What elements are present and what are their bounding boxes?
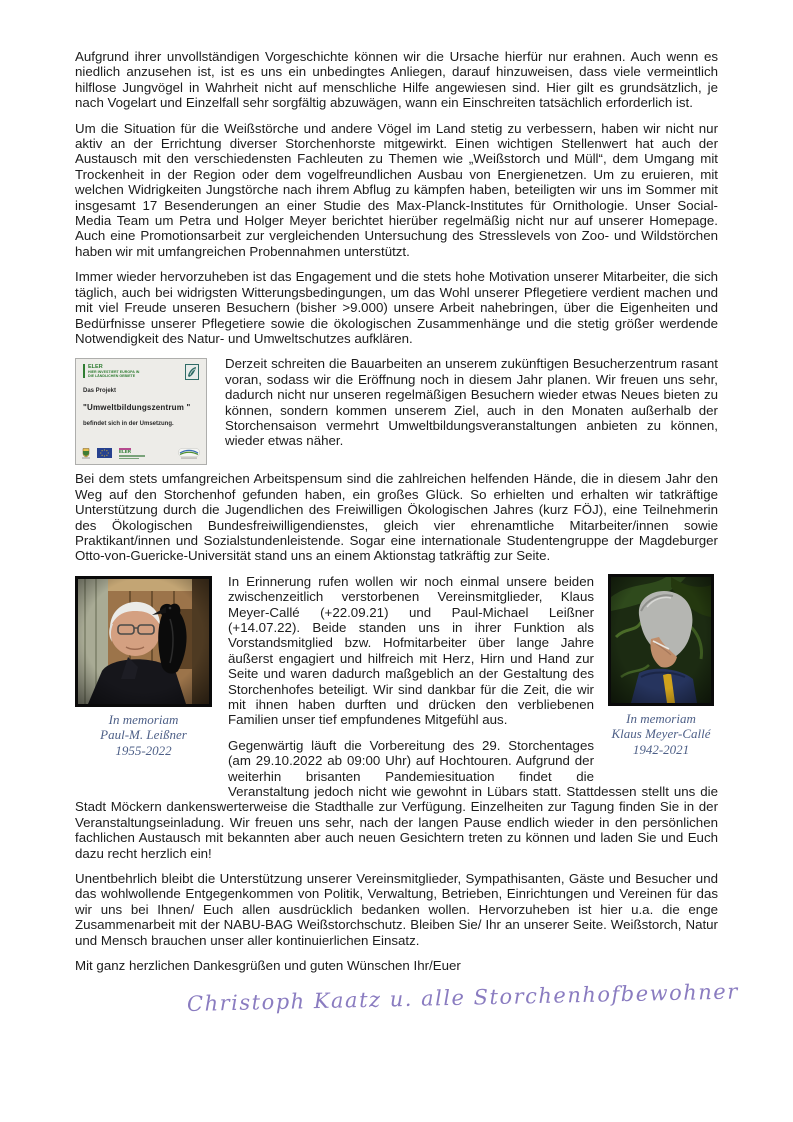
stamp-icon bbox=[185, 364, 199, 380]
construction-section bbox=[75, 356, 718, 454]
project-flyer-image bbox=[75, 358, 207, 465]
in-memoriam-label: In memoriam bbox=[626, 710, 696, 726]
coat-of-arms-icon bbox=[82, 448, 90, 459]
paragraph-storchentag: Gegenwärtig läuft die Vorbereitung des 29. Storchentages (am 29.10.2022 ab 09:00 Uhr) auf Hochtouren. Aufgrund der weiterhin brisanten Pandemiesituation findet die Veranstaltung jedoch nicht wie gewohnt in Lübars statt. Stattdessen stellt uns die Stadt Möckern dankenswerterweise die Stadthalle zur Verfügung. Einzelheiten zur Tagung finden Sie in der Veranstaltungseinladung. Wir freuen uns sehr, nach der langen Pause endlich wieder in den persönlichen fachlichen Austausch mit bekannten aber auch neuen Gesichtern treten zu können und laden Sie und Euch dazu recht herzlich ein! bbox=[75, 737, 718, 861]
flyer-project-status: befindet sich in der Umsetzung. bbox=[83, 421, 174, 428]
photo-man-profile bbox=[611, 577, 711, 703]
flyer-project-label: Das Projekt bbox=[83, 388, 117, 395]
paragraph-mitarbeiter: Immer wieder hervorzuheben ist das Engagement und die stets hohe Motivation unserer Mitarbeiter, die sich täglich, auch bei widrigsten Witterungsbedingungen, um das Wohl unserer Pflegetiere verdient machen und mit viel Freude unseren Besuchern (bisher >9.000) unsere Arbeit nahebringen, über die Eigenheiten und Bedürfnisse unserer Pflegetiere sowie die ökologischen Zusammenhänge und die stetig größer werdende Notwendigkeit des Natur- und Umweltschutzes aufklären. bbox=[75, 269, 718, 346]
eler-footer-text-bars bbox=[119, 455, 145, 459]
flyer-project-name: "Umweltbildungszentrum " bbox=[83, 403, 191, 413]
eler-footer-block bbox=[119, 447, 145, 459]
storchenhof-logo-icon bbox=[178, 448, 200, 459]
eler-subtext: HIER INVESTIERT EUROPA IN DIE LÄNDLICHEN GEBIETE bbox=[88, 370, 140, 379]
memorial-name: Paul-M. Leißner bbox=[100, 727, 187, 743]
photo-man-with-raven bbox=[78, 579, 209, 704]
memorial-caption-paul-leissner bbox=[75, 712, 212, 759]
eler-footer-label: ELER bbox=[119, 448, 132, 454]
eler-label: ELER bbox=[88, 364, 103, 371]
paragraph-jungvoegel: Aufgrund ihrer unvollständigen Vorgeschichte können wir die Ursache hierfür nur erahnen. Auch wenn es niedlich anzusehen ist, ist es uns ein unbedingtes Anliegen, darauf hinzuweisen, dass viele vermeintlich hilflose Jungvögel in Wahrheit nicht auf menschliche Hilfe angewiesen sind. Hier gilt es grundsätzlich, je nach Vogelart und Einzelfall sehr sorgfältig abzuwägen, wann ein Einschreiten tatsächlich erforderlich ist. bbox=[75, 49, 718, 111]
handwritten-signature: Christoph Kaatz u. alle Storchenhofbewohner bbox=[186, 978, 740, 1016]
eler-logo bbox=[83, 364, 140, 378]
paragraph-helfer: Bei dem stets umfangreichen Arbeitspensum sind die zahlreichen helfenden Hände, die in diesem Jahr den Weg auf den Storchenhof gefunden haben, ein großes Glück. So erhielten und erhalten wir tatkräftige Unterstützung durch die Jugendlichen des Freiwilligen Ökologischen Jahres (kurz FÖJ), eine Teilnehmerin des Ökologischen Bundesfreiwilligendienstes, gleich vier ehrenamtliche Mitarbeiter/innen sowie Praktikant/innen und Sozialstundenleistende. Sogar eine internationale Studentengruppe der Magdeburger Otto-von-Guericke-Universität stand uns an einem Aktionstag tatkräftig zur Seite. bbox=[75, 471, 718, 564]
memorial-figure-paul-leissner bbox=[75, 576, 212, 759]
paragraph-unterstuetzung: Unentbehrlich bleibt die Unterstützung unserer Vereinsmitglieder, Sympathisanten, Gäste und Besucher und das wohlwollende Entgegenkommen von Politik, Verwaltung, Betrieben, Einrichtungen und Vereinen für das wir uns bei Ihnen/ Euch allen ausdrücklich bedanken wollen. Hervorzuheben ist hier u.a. die enge Zusammenarbeit mit der NABU-BAG Weißstorchschutz. Bleiben Sie/ Ihr an unserer Seite. Weißstorch, Natur und Mensch brauchen unser aller kontinuierlichen Einsatz. bbox=[75, 871, 718, 948]
in-memoriam-label: In memoriam bbox=[108, 711, 179, 727]
memorial-section bbox=[75, 574, 718, 861]
paragraph-besucherzentrum: Derzeit schreiten die Bauarbeiten an unserem zukünftigen Besucherzentrum rasant voran, sodass wir die Eröffnung noch in diesem Jahr planen. Wir freuen uns sehr, dadurch nicht nur unseren regelmäßigen Besuchern wieder etwas Neues bieten zu können, sondern kommen unserem Ziel, auch in den Monaten außerhalb der Storchensaison vermehrt Umweltbildungsveranstaltungen anbieten zu können, wieder etwas näher. bbox=[225, 356, 718, 449]
memorial-name: Klaus Meyer-Callé bbox=[611, 726, 711, 742]
paragraph-in-erinnerung: In Erinnerung rufen wollen wir noch einmal unsere beiden zwischenzeitlich verstorbenen Vereinsmitglieder, Klaus Meyer-Callé (+22.09.21) und Paul-Michael Leißner (+14.07.22). Beide standen uns in ihrer Funktion als Vorstandsmitglied bzw. Hofmitarbeiter über lange Jahre äußerst engagiert und hilfreich mit Herz, Hirn und Hand zur Seite und waren dadurch maßgeblich an der Gestaltung des Storchenhofes beteiligt. Wir sind dankbar für die Zeit, die wir mit ihnen haben durften und drücken den verbliebenen Familien unser tief empfundenes Mitgefühl aus. bbox=[228, 573, 594, 728]
flyer-footer-logos bbox=[82, 447, 200, 459]
eu-flag-icon bbox=[97, 448, 112, 458]
flyer-header bbox=[83, 364, 199, 380]
paragraph-storchenhorste: Um die Situation für die Weißstörche und andere Vögel im Land stetig zu verbessern, haben wir nicht nur aktiv an der Errichtung diverser Storchenhorste mitgewirkt. Einen wichtigen Stellenwert hat auch der Austausch mit den verschiedensten Fachleuten zu Themen wie „Weißstorch und Müll“, dem Umgang mit Trockenheit in der Region oder dem vogelfreundlichen Ausbau von Energienetzen. Um zu eruieren, mit welchen Widrigkeiten Jungstörche nach ihrem Abflug zu kämpfen haben, beteiligten wir uns im Sommer mit insgesamt 17 Besenderungen an einer Studie des Max-Planck-Institutes für Ornithologie. Unser Social-Media Team um Petra und Holger Meyer berichtet hierüber regelmäßig nicht nur auf unserer Homepage. Auch eine Promotionsarbeit zur vergleichenden Untersuchung des Stresslevels von Zoo- und Wildstörchen haben wir mit umfangreichen Probennahmen unterstützt. bbox=[75, 120, 718, 259]
memorial-years: 1942-2021 bbox=[632, 741, 690, 757]
memorial-photo-klaus-meyer-calle bbox=[608, 574, 714, 706]
memorial-figure-klaus-meyer-calle bbox=[604, 574, 718, 758]
memorial-caption-klaus-meyer-calle bbox=[604, 711, 718, 758]
memorial-years: 1955-2022 bbox=[115, 742, 172, 758]
paragraph-dankesgruesse: Mit ganz herzlichen Dankesgrüßen und guten Wünschen Ihr/Euer bbox=[75, 958, 461, 974]
memorial-photo-paul-leissner bbox=[75, 576, 212, 707]
